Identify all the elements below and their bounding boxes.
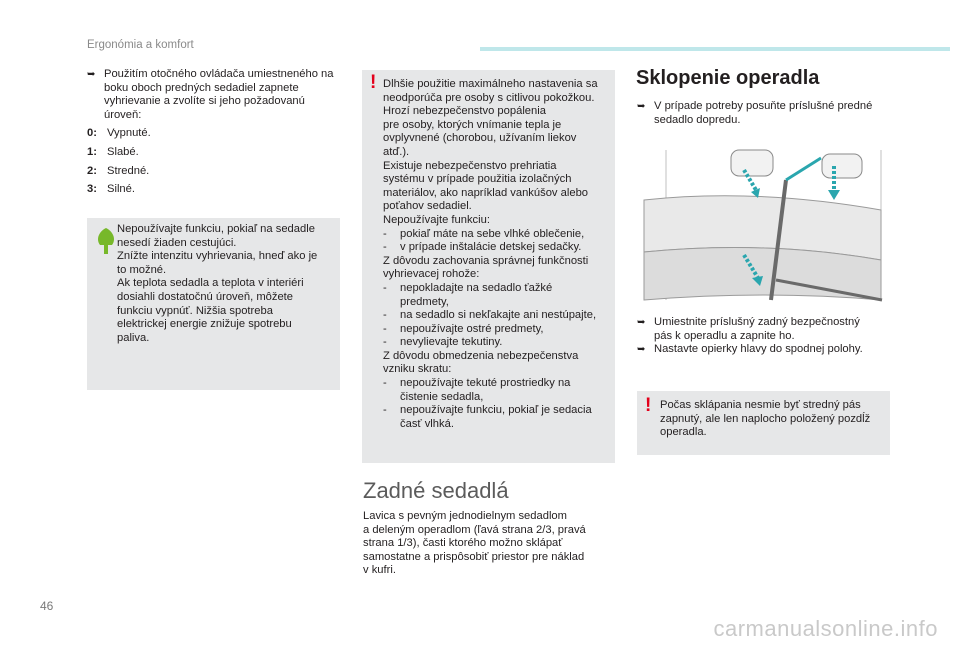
list-item: - na sedadlo si nekľakajte ani nestúpajte, — [383, 309, 597, 322]
arrow-bullet-icon: ➥ — [637, 101, 646, 112]
warning-box-heating — [362, 70, 615, 463]
heating-levels — [87, 127, 337, 196]
level-item: 1: Slabé. — [87, 145, 139, 158]
level-item: 2: Stredné. — [87, 164, 150, 177]
arrow-bullet-icon: ➥ — [87, 69, 96, 80]
level-item: 0: Vypnuté. — [87, 127, 151, 140]
list-item: - v prípade inštalácie detskej sedačky. — [383, 241, 582, 254]
step-1: ➥ V prípade potreby posuňte príslušné predné sedadlo dopredu. — [637, 100, 873, 126]
warning-folding-text: Počas sklápania nesmie byť stredný pás zapnutý, ale len naplocho položený pozdĺž operadla. — [660, 399, 871, 439]
arrow-bullet-icon: ➥ — [637, 317, 646, 328]
intro-paragraph — [87, 68, 337, 122]
intro-text: Použitím otočného ovládača umiestneného na boku oboch predných sedadiel zapnete vyhrievanie a zvolíte si jeho požadovanú úroveň: — [104, 68, 334, 121]
list-item: - nepoužívajte ostré predmety, — [383, 322, 544, 335]
level-item: 3: Silné. — [87, 183, 135, 196]
warning-text: Dlhšie použitie maximálneho nastavenia sa neodporúča pre osoby s citlivou pokožkou. Hrozí nebezpečenstvo popálenia pre osoby, ktorých vnímanie tepla je ovplyvnené (chorobou, užívaním liekov atď.). Existuje nebezpečenstvo prehriatia systému v prípade použitia izolačných materiálov, ako napríklad vankúšov alebo poťahov sedadiel. Nepoužívajte funkciu: - pokiaľ máte na sebe vlhké oblečenie, - v prípade inštalácie detskej sedačky. Z dôvodu zachovania správnej funkčnosti vyhrievacej rohože: - nepokladajte na sedadlo ťažké predmety, - na sedadlo si nekľakajte ani nestúpajte, - nepoužívajte ostré predmety, - nevylievajte tekutiny. Z dôvodu obmedzenia nebezpečenstva vzniku skratu: - nepoužívajte tekuté prostriedky na čistenie sedadla, - nepoužívajte funkciu, pokiaľ je sedacia časť vlhká. — [383, 78, 613, 431]
section-title: Ergonómia a komfort — [87, 39, 194, 51]
rear-seat-illustration — [636, 140, 888, 308]
arrow-bullet-icon: ➥ — [637, 344, 646, 356]
page-number: 46 — [40, 599, 54, 613]
exclamation-icon: ! — [645, 395, 652, 416]
exclamation-icon: ! — [370, 72, 377, 93]
rear-seats-heading: Zadné sedadlá — [363, 478, 509, 503]
watermark: carmanualsonline.info — [713, 616, 938, 641]
fold-backrest-heading: Sklopenie operadla — [636, 67, 820, 89]
header-accent-bar — [480, 47, 950, 51]
rear-seats-text: Lavica s pevným jednodielnym sedadlom a deleným operadlom (ľavá strana 2/3, pravá strana 1/3), časti ktorého možno sklápať samostatne a prispôsobiť priestor pre náklad v kufri. — [363, 510, 586, 577]
list-item: - nepoužívajte tekuté prostriedky na čistenie sedadla, — [383, 377, 571, 403]
warning-box-folding — [637, 391, 890, 455]
column-1 — [87, 68, 337, 197]
leaf-icon — [95, 226, 117, 256]
eco-note-text: Nepoužívajte funkciu, pokiaľ na sedadle nesedí žiaden cestujúci. Znížte intenzitu vyhrievania, hneď ako je to možné. Ak teplota sedadla a teplota v interiéri dosiahli dostatočnú úroveň, môžete funkciu vypnúť. Nižšia spotreba elektrickej energie znižuje spotrebu paliva. — [117, 223, 318, 344]
list-item: - nepoužívajte funkciu, pokiaľ je sedacia časť vlhká. — [383, 404, 592, 430]
step-2: ➥ Umiestnite príslušný zadný bezpečnostný pás k operadlu a zapnite ho. ➥ Nastavte opierky hlavy do spodnej polohy. — [637, 316, 863, 356]
list-item: - nevylievajte tekutiny. — [383, 336, 503, 349]
list-item: - nepokladajte na sedadlo ťažké predmety, — [383, 281, 553, 308]
list-item: - pokiaľ máte na sebe vlhké oblečenie, — [383, 227, 585, 240]
eco-note-box — [87, 218, 340, 390]
